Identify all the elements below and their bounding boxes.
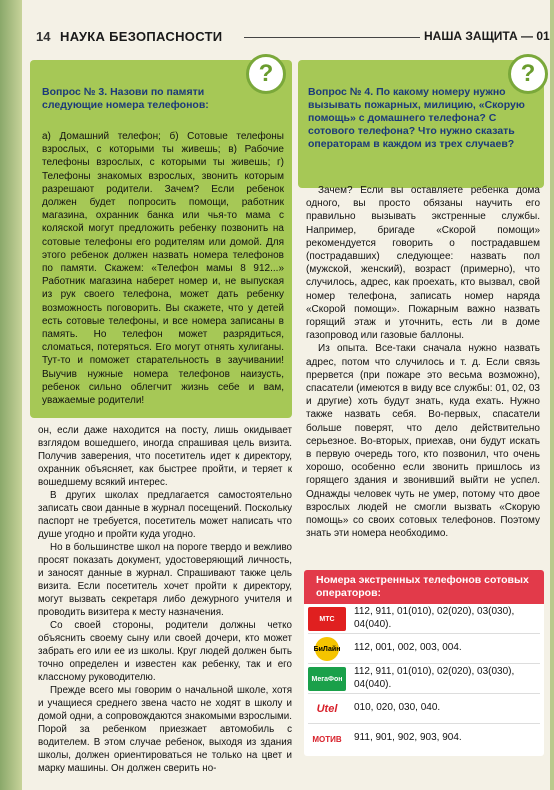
operator-numbers: 112, 911, 01(010), 02(020), 03(030), 04(040).	[354, 666, 515, 690]
operator-numbers: 112, 911, 01(010), 02(020), 03(030), 04(040).	[354, 606, 515, 630]
beeline-logo: БиЛайн	[315, 637, 339, 661]
emergency-numbers-box	[304, 570, 544, 756]
operator-row	[304, 694, 544, 724]
question-3-box	[30, 60, 292, 418]
header-divider	[244, 37, 420, 38]
emergency-numbers-title: Номера экстренных телефонов сотовых операторов:	[304, 570, 544, 604]
paragraph: Со своей стороны, родители должны четко объяснить своему сыну или своей дочери, кто может забрать его или ее из школы. Круг людей должен быть точно определен и известен как ребенку, так и его классному руководителю.	[38, 620, 292, 683]
motiv-logo: МОТИВ	[308, 727, 346, 751]
utel-logo: Utel	[308, 697, 346, 721]
operator-row	[304, 604, 544, 634]
paragraph: Зачем? Если вы оставляете ребенка дома одного, вы просто обязаны научить его правильно вызывать экстренные службы. Например, бригаде «Скорой помощи» рекомендуется говорить о пострадавшем (пострадавших) следующее: назвать пол (мужской, женский), возраст (примерно), что случилось, адрес, как проехать, кто вызвал, свой номер телефона, записать номер наряда «Скорой помощи». Пожарным важно назвать горящий этаж и уточнить, есть ли в доме газопровод или газовые баллоны.	[306, 185, 540, 342]
operator-numbers: 911, 901, 902, 903, 904.	[354, 732, 462, 743]
mts-logo: МТС	[308, 607, 346, 631]
operator-row	[304, 724, 544, 754]
page-edge-strip	[0, 0, 22, 790]
paragraph: Прежде всего мы говорим о начальной школе, хотя и учащиеся среднего звена часто не ходят в школу и домой одни, а сопровождаются знакомыми взрослыми. Порой за ребенком приезжает автомобиль с водителем. В этом случае ребенок, выходя из здания школы, должен ориентироваться не только на цвет и марку машины. Он должен сверить но-	[38, 685, 292, 774]
question-mark-icon: ?	[508, 54, 548, 94]
page-header	[22, 22, 550, 48]
question-4-answer	[306, 184, 540, 540]
operator-numbers: 010, 020, 030, 040.	[354, 702, 441, 713]
magazine-page	[22, 0, 550, 790]
article-column	[38, 424, 292, 775]
right-section-title: НАША ЗАЩИТА — 01	[424, 29, 550, 43]
paragraph: Но в большинстве школ на пороге твердо и вежливо просят показать документ, удостоверяющий личность, и заносят данные в журнал. Спрашивают также цель визита. Если посетитель хочет пройти к директору, могут вызвать секретаря либо дежурного учителя и проводить визитера к месту назначения.	[38, 542, 292, 618]
page-number: 14	[36, 29, 51, 44]
question-4-title: Вопрос № 4. По какому номеру нужно вызывать пожарных, милицию, «Скорую помощь» с домашнего телефона? С сотового телефона? Что нужно сказать операторам в каждом из трех случаев?	[308, 86, 525, 150]
section-title: НАУКА БЕЗОПАСНОСТИ	[60, 29, 223, 44]
operator-row	[304, 664, 544, 694]
operator-row	[304, 634, 544, 664]
megafon-logo: МегаФон	[308, 667, 346, 691]
paragraph: Из опыта. Все-таки сначала нужно назвать адрес, потом что случилось и т. д. Если связь прервется (при пожаре это весьма возможно), спасатели (имеются в виду все службы: 01, 02, 03 и другие) хоть будут знать, куда ехать. Нужно также назвать себя. Во-первых, спасатели больше поверят, что дело действительно серьезное. Во-вторых, приехав, они будут искать в первую очередь того, кто позвонил, что очень хорошо, особенно если звонить пришлось из горящего здания и звонивший выйти не успел. Однажды человек чуть не умер, потому что двое взрослых людей не смогли вызвать «Скорую помощь» со своих сотовых телефонов. Поэтому знать эти номера необходимо.	[306, 343, 540, 540]
question-4-box	[298, 60, 544, 188]
question-3-text: а) Домашний телефон; б) Сотовые телефоны взрослых, с которыми ты живешь; в) Рабочие телефоны взрослых, с которыми ты живешь; г) Телефоны знакомых взрослых, звонить которым разрешают родители. Зачем? Если ребенок должен будет попросить помощи, работник магазина, охранник банка или чья-то мама с коляской могут предложить ребенку позвонить на сотовые телефоны его родителям или домой. Для этого ребенок должен назвать номера телефонов по памяти. Скажем: «Телефон мамы 8 912...» Работник магазина наберет номер и, не выпуская из рук своего телефона, может дать ребенку возможность поговорить. Вы скажете, что у детей есть сотовые телефоны, и все номера записаны в память. Но телефон может разрядиться, сломаться, потеряться. Его могут отнять хулиганы. Тут-то и поможет старательность в заучивании! Выучив нужные номера телефонов наизусть, ребенок сильно облегчит жизнь себе и вам, уважаемые родители!	[42, 131, 284, 407]
paragraph: он, если даже находится на посту, лишь окидывает взглядом вошедшего, иногда спрашивая цель визита. Получив заверения, что посетитель идет к директору, охранник объясняет, как быстрее пройти, и теряет к вошедшему всякий интерес.	[38, 425, 292, 488]
question-mark-icon: ?	[246, 54, 286, 94]
paragraph: В других школах предлагается самостоятельно записать свои данные в журнал посещений. Поскольку паспорт не требуется, посетитель может написать что душе угодно и пройти куда угодно.	[38, 490, 292, 540]
question-3-title: Вопрос № 3. Назови по памяти следующие номера телефонов:	[42, 86, 209, 111]
operator-numbers: 112, 001, 002, 003, 004.	[354, 642, 462, 653]
